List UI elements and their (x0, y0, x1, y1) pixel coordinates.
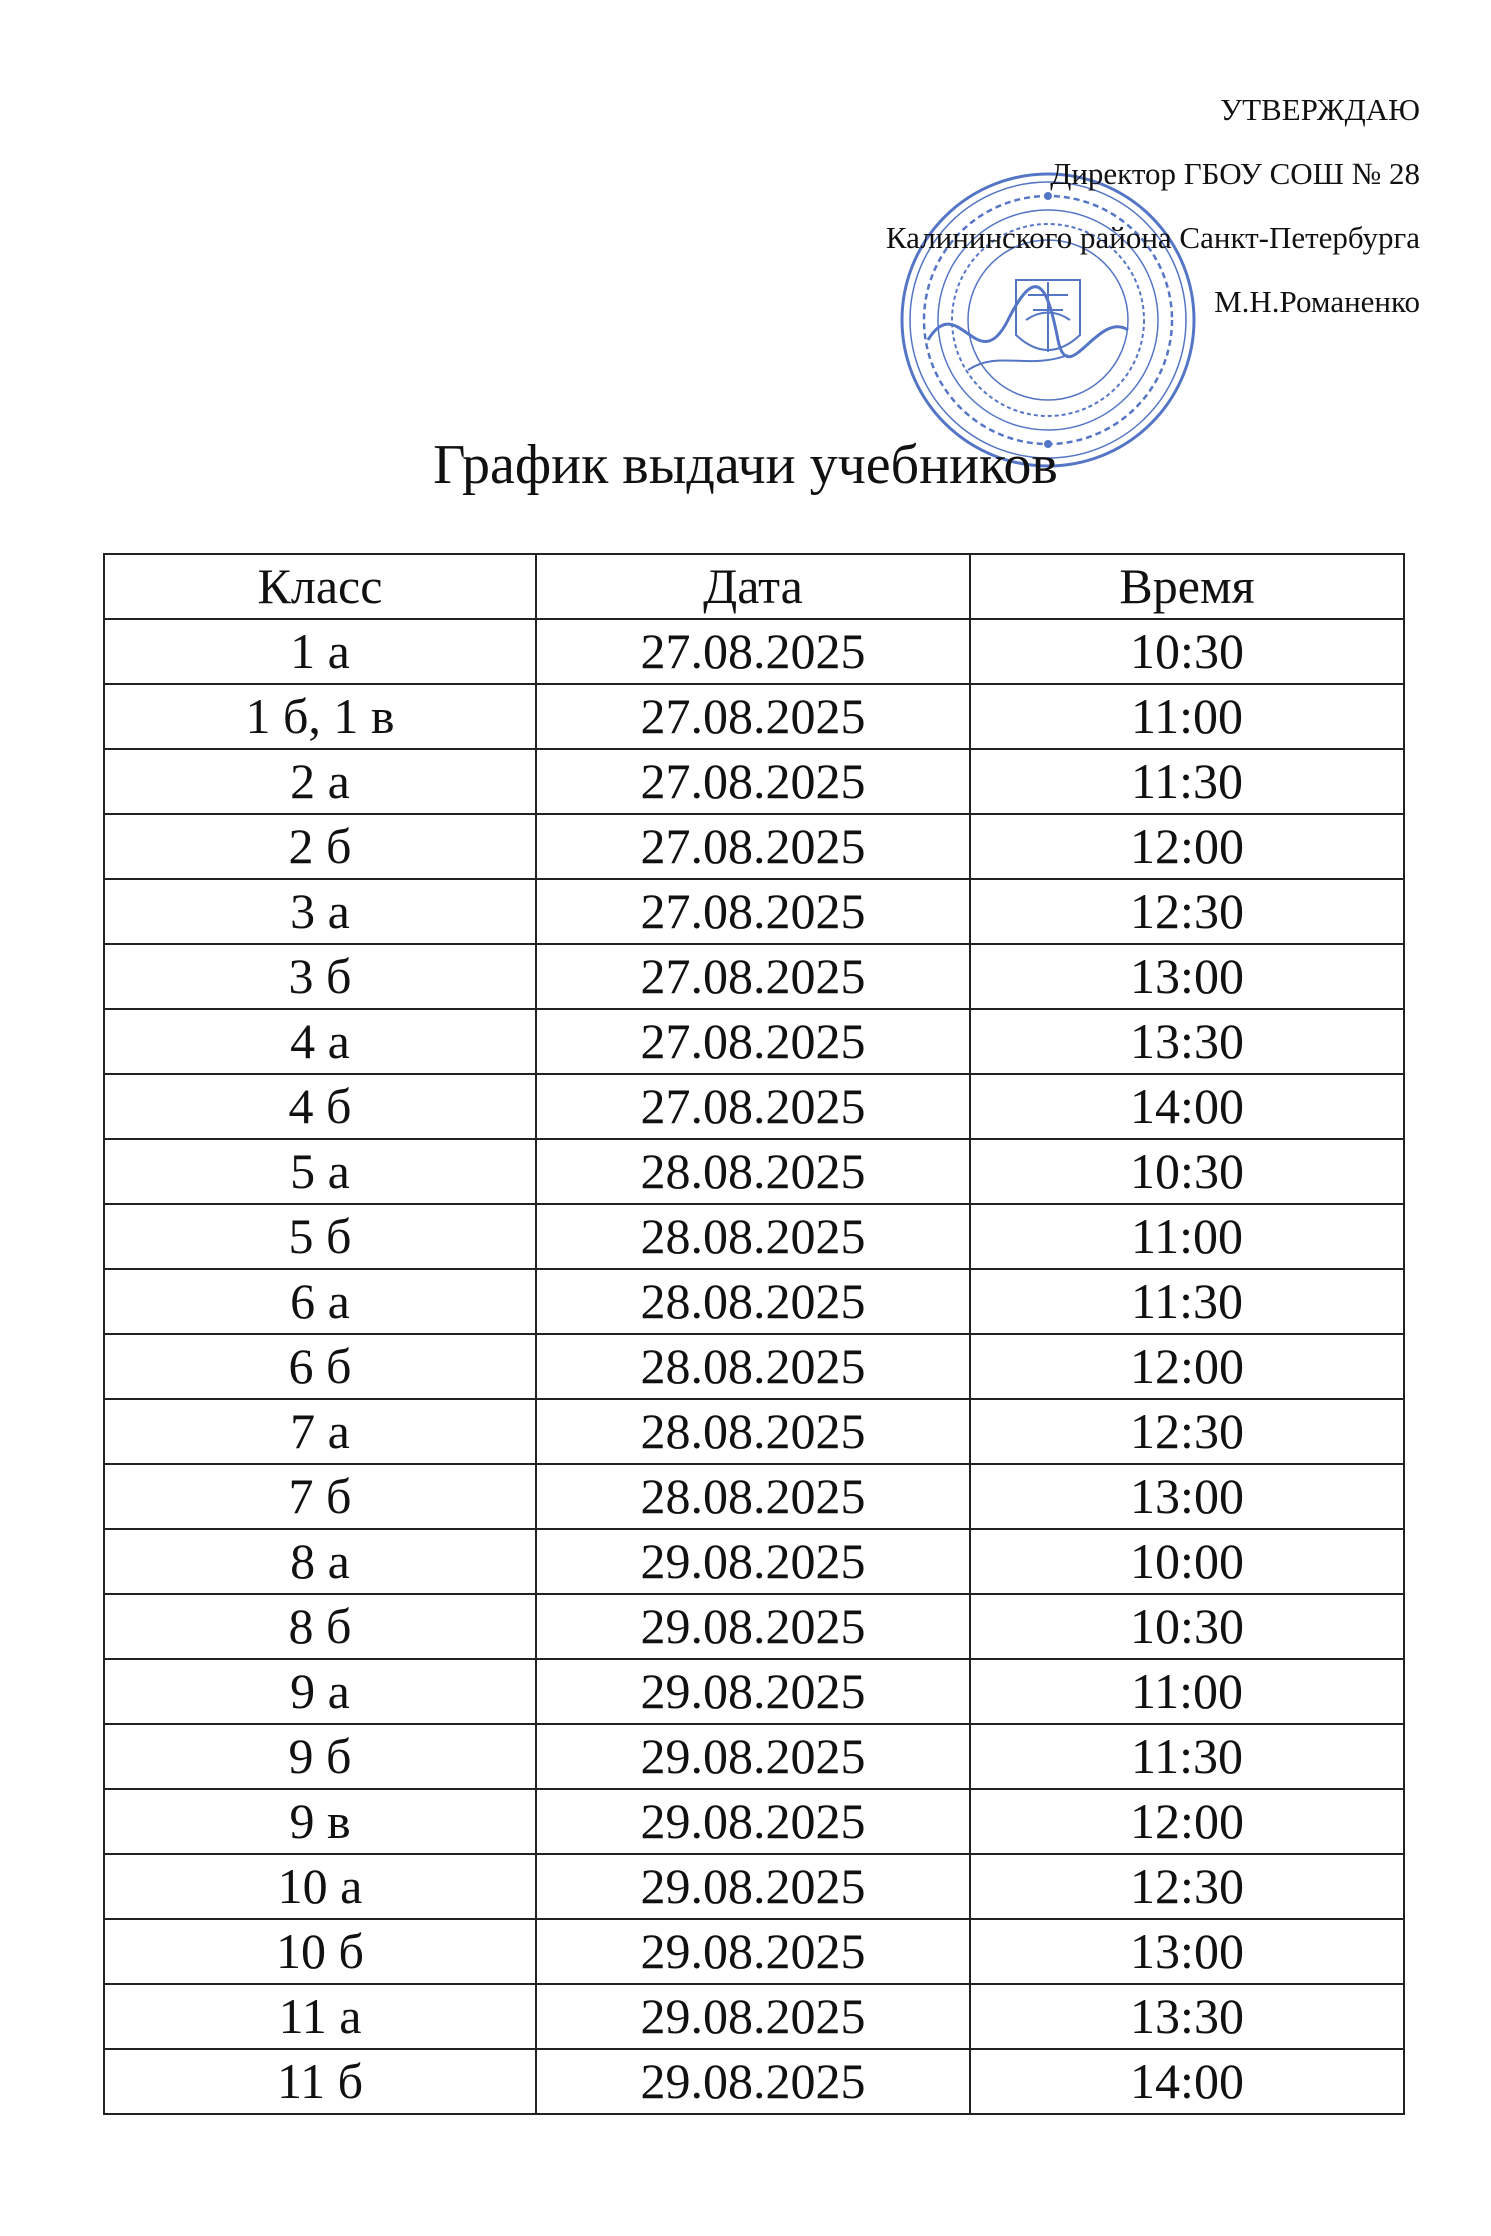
table-row (104, 749, 1404, 814)
approval-block (886, 78, 1420, 334)
table-row (104, 1854, 1404, 1919)
table-row (104, 1204, 1404, 1269)
table-row (104, 619, 1404, 684)
cell-class: 7 б (104, 1464, 536, 1529)
cell-date: 27.08.2025 (536, 879, 970, 944)
table-row (104, 2049, 1404, 2114)
column-header-class: Класс (104, 554, 536, 619)
cell-date: 27.08.2025 (536, 1074, 970, 1139)
cell-date: 27.08.2025 (536, 814, 970, 879)
cell-time: 13:00 (970, 944, 1404, 1009)
table-row (104, 1529, 1404, 1594)
cell-time: 12:30 (970, 879, 1404, 944)
cell-date: 27.08.2025 (536, 749, 970, 814)
textbook-schedule-table (103, 553, 1405, 2115)
table-row (104, 1009, 1404, 1074)
cell-time: 11:00 (970, 1659, 1404, 1724)
cell-date: 28.08.2025 (536, 1269, 970, 1334)
approval-district: Калининского района Санкт-Петербурга (885, 220, 1420, 255)
table-row (104, 1464, 1404, 1529)
cell-time: 10:00 (970, 1529, 1404, 1594)
cell-date: 28.08.2025 (536, 1334, 970, 1399)
cell-date: 27.08.2025 (536, 944, 970, 1009)
cell-time: 11:00 (970, 684, 1404, 749)
cell-date: 29.08.2025 (536, 2049, 970, 2114)
approval-position: Директор ГБОУ СОШ № 28 (1050, 156, 1420, 191)
cell-date: 27.08.2025 (536, 1009, 970, 1074)
cell-time: 12:00 (970, 814, 1404, 879)
cell-date: 28.08.2025 (536, 1399, 970, 1464)
cell-class: 9 в (104, 1789, 536, 1854)
cell-time: 10:30 (970, 619, 1404, 684)
cell-time: 14:00 (970, 2049, 1404, 2114)
table-row (104, 1724, 1404, 1789)
cell-class: 6 б (104, 1334, 536, 1399)
cell-class: 11 а (104, 1984, 536, 2049)
table-row (104, 1269, 1404, 1334)
cell-time: 10:30 (970, 1594, 1404, 1659)
cell-date: 28.08.2025 (536, 1204, 970, 1269)
cell-class: 4 а (104, 1009, 536, 1074)
cell-time: 10:30 (970, 1139, 1404, 1204)
approval-signatory: М.Н.Романенко (1214, 284, 1420, 319)
cell-class: 2 а (104, 749, 536, 814)
cell-time: 13:30 (970, 1009, 1404, 1074)
table-row (104, 1659, 1404, 1724)
table-row (104, 1919, 1404, 1984)
cell-time: 13:00 (970, 1464, 1404, 1529)
column-header-date: Дата (536, 554, 970, 619)
cell-date: 29.08.2025 (536, 1659, 970, 1724)
cell-class: 4 б (104, 1074, 536, 1139)
table-header-row (104, 554, 1404, 619)
document-title: График выдачи учебников (433, 434, 1058, 496)
cell-time: 12:00 (970, 1789, 1404, 1854)
cell-class: 8 б (104, 1594, 536, 1659)
table-row (104, 879, 1404, 944)
cell-time: 11:30 (970, 1269, 1404, 1334)
cell-date: 29.08.2025 (536, 1594, 970, 1659)
table-row (104, 1334, 1404, 1399)
cell-class: 3 б (104, 944, 536, 1009)
cell-date: 27.08.2025 (536, 684, 970, 749)
cell-time: 12:00 (970, 1334, 1404, 1399)
cell-class: 10 а (104, 1854, 536, 1919)
table-row (104, 814, 1404, 879)
cell-date: 29.08.2025 (536, 1529, 970, 1594)
cell-class: 5 а (104, 1139, 536, 1204)
cell-time: 12:30 (970, 1854, 1404, 1919)
cell-date: 29.08.2025 (536, 1724, 970, 1789)
cell-date: 29.08.2025 (536, 1984, 970, 2049)
cell-class: 8 а (104, 1529, 536, 1594)
cell-class: 10 б (104, 1919, 536, 1984)
table-row (104, 944, 1404, 1009)
cell-time: 13:00 (970, 1919, 1404, 1984)
cell-time: 14:00 (970, 1074, 1404, 1139)
cell-date: 28.08.2025 (536, 1139, 970, 1204)
cell-class: 11 б (104, 2049, 536, 2114)
cell-time: 13:30 (970, 1984, 1404, 2049)
table-row (104, 1399, 1404, 1464)
cell-date: 28.08.2025 (536, 1464, 970, 1529)
cell-class: 9 а (104, 1659, 536, 1724)
cell-class: 3 а (104, 879, 536, 944)
table-row (104, 1074, 1404, 1139)
cell-class: 6 а (104, 1269, 536, 1334)
cell-time: 11:00 (970, 1204, 1404, 1269)
cell-date: 27.08.2025 (536, 619, 970, 684)
cell-class: 1 а (104, 619, 536, 684)
table-row (104, 1594, 1404, 1659)
cell-date: 29.08.2025 (536, 1919, 970, 1984)
cell-class: 7 а (104, 1399, 536, 1464)
table-row (104, 1789, 1404, 1854)
approval-heading: УТВЕРЖДАЮ (1220, 92, 1420, 127)
cell-time: 11:30 (970, 1724, 1404, 1789)
table-row (104, 684, 1404, 749)
cell-time: 11:30 (970, 749, 1404, 814)
cell-class: 5 б (104, 1204, 536, 1269)
column-header-time: Время (970, 554, 1404, 619)
cell-date: 29.08.2025 (536, 1789, 970, 1854)
cell-date: 29.08.2025 (536, 1854, 970, 1919)
cell-class: 9 б (104, 1724, 536, 1789)
cell-time: 12:30 (970, 1399, 1404, 1464)
table-row (104, 1139, 1404, 1204)
cell-class: 1 б, 1 в (104, 684, 536, 749)
table-row (104, 1984, 1404, 2049)
cell-class: 2 б (104, 814, 536, 879)
